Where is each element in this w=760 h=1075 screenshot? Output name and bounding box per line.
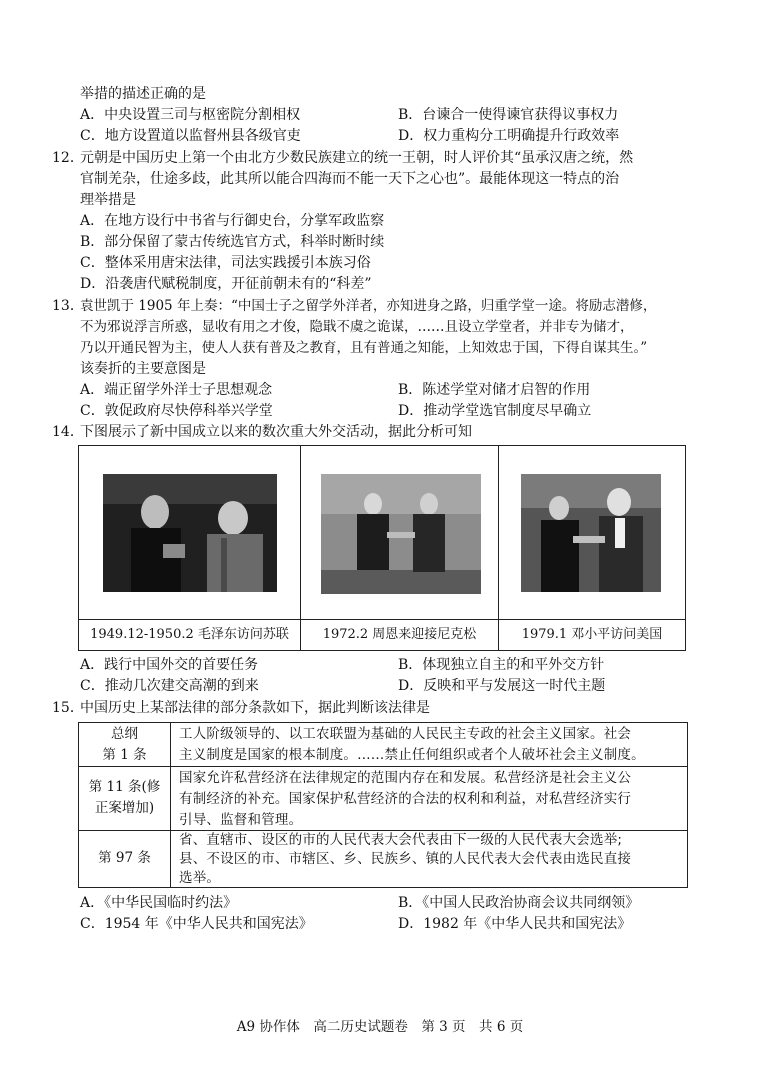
law-row-3-head <box>79 831 171 887</box>
photo-caption-3: 1979.1 邓小平访问美国 <box>521 627 663 642</box>
q14-photo-table <box>78 445 686 651</box>
law-row-2-head-line-2: 正案增加) <box>94 800 155 816</box>
q13-stem-line-3: 乃以开通民智为主，使人人获有普及之教育，且有普通之知能，上知效忠于国，下得自谋其生。” <box>80 340 648 356</box>
photo-mao-stalin <box>103 474 277 592</box>
law-row-2-body-line-2: 有制经济的补充。国家保护私营经济的合法的权利和利益，对私营经济实行 <box>179 791 632 807</box>
q11-option-c[interactable]: C．地方设置道以监督州县各级官吏 <box>80 128 301 144</box>
q13-stem-line-4: 该奏折的主要意图是 <box>80 361 206 377</box>
q11-option-b[interactable]: B．台谏合一使得谏官获得议事权力 <box>398 107 619 123</box>
photo-caption-2: 1972.2 周恩来迎接尼克松 <box>301 620 499 650</box>
q13-number: 13． <box>52 298 84 314</box>
q15-option-b[interactable]: B．《中国人民政治协商会议共同纲领》 <box>398 895 640 911</box>
law-row-2-body-line-1: 国家允许私营经济在法律规定的范围内存在和发展。私营经济是社会主义公 <box>179 770 632 786</box>
q12-option-c[interactable]: C．整体采用唐宋法律，司法实践援引本族习俗 <box>80 255 371 271</box>
photo-zhou-nixon <box>321 474 481 594</box>
law-row-1-head-line-1: 总纲 <box>111 726 138 742</box>
q15-stem: 中国历史上某部法律的部分条款如下，据此判断该法律是 <box>80 700 430 716</box>
law-row-3-body-line-2: 县、不设区的市、市辖区、乡、民族乡、镇的人民代表大会代表由选民直接 <box>179 851 632 867</box>
law-row-1-body-line-2: 主义制度是国家的根本制度。……禁止任何组织或者个人破坏社会主义制度。 <box>179 747 645 763</box>
q15-number: 15． <box>52 700 84 716</box>
q13-option-d[interactable]: D．推动学堂选官制度尽早确立 <box>398 403 592 419</box>
law-row-3-body-line-1: 省、直辖市、设区的市的人民代表大会代表由下一级的人民代表大会选举; <box>179 832 623 848</box>
photo-mao-stalin-image <box>103 474 277 592</box>
law-row-2-body-line-3: 引导、监督和管理。 <box>179 812 303 828</box>
q14-option-a[interactable]: A．践行中国外交的首要任务 <box>80 657 259 673</box>
law-row-2-head-line-1: 第 11 条(修 <box>88 779 161 795</box>
q15-option-a[interactable]: A．《中华民国临时约法》 <box>80 895 238 911</box>
q14-option-d[interactable]: D．反映和平与发展这一时代主题 <box>398 678 606 694</box>
q14-number: 14． <box>52 424 84 440</box>
q11-option-d[interactable]: D．权力重构分工明确提升行政效率 <box>398 128 620 144</box>
q12-stem-line-1: 元朝是中国历史上第一个由北方少数民族建立的统一王朝，时人评价其“虽承汉唐之统，然 <box>80 150 634 166</box>
q15-option-c[interactable]: C．1954 年《中华人民共和国宪法》 <box>80 916 313 932</box>
q12-option-d[interactable]: D．沿袭唐代赋税制度，开征前朝未有的“科差” <box>80 276 372 292</box>
law-row-3-head-line-1: 第 97 条 <box>98 850 151 866</box>
photo-caption-1: 1949.12-1950.2 毛泽东访问苏联 <box>79 620 301 650</box>
q14-option-c[interactable]: C．推动几次建交高潮的到来 <box>80 678 259 694</box>
law-row-1-head-line-2: 第 1 条 <box>102 747 147 763</box>
law-row-3 <box>79 831 687 887</box>
law-row-2-body <box>179 768 681 831</box>
law-row-3-body <box>179 831 681 888</box>
q11-option-a[interactable]: A．中央设置三司与枢密院分割相权 <box>80 107 301 123</box>
law-row-2-head <box>79 767 171 830</box>
law-row-1-body-line-1: 工人阶级领导的、以工农联盟为基础的人民民主专政的社会主义国家。社会 <box>179 726 632 742</box>
photo-deng-carter-image <box>521 474 661 592</box>
q14-stem: 下图展示了新中国成立以来的数次重大外交活动，据此分析可知 <box>80 424 472 440</box>
q12-option-b[interactable]: B．部分保留了蒙古传统选官方式，科举时断时续 <box>80 234 385 250</box>
q14-option-b[interactable]: B．体现独立自主的和平外交方针 <box>398 657 605 673</box>
q14-caption-row <box>79 619 685 650</box>
law-row-1-head <box>79 723 171 766</box>
q13-option-c[interactable]: C．敦促政府尽快停科举兴学堂 <box>80 403 273 419</box>
law-row-1 <box>79 723 687 767</box>
q11-stem: 举措的描述正确的是 <box>80 86 206 102</box>
q12-number: 12． <box>52 150 84 166</box>
q12-stem-line-2: 官制羌杂，仕途多歧，此其所以能合四海而不能一天下之心也”。最能体现这一特点的治 <box>80 171 620 187</box>
q15-option-d[interactable]: D．1982 年《中华人民共和国宪法》 <box>398 916 632 932</box>
q13-option-a[interactable]: A．端正留学外洋士子思想观念 <box>80 382 273 398</box>
photo-zhou-nixon-image <box>321 474 481 594</box>
q15-law-table <box>78 722 688 888</box>
law-row-3-body-line-3: 选举。 <box>179 870 221 886</box>
page-footer: A9 协作体 高二历史试题卷 第 3 页 共 6 页 <box>236 1019 524 1035</box>
q12-stem-line-3: 理举措是 <box>80 192 136 208</box>
q13-stem-line-2: 不为邪说浮言所惑，显收有用之才俊，隐戢不虞之诡谋，……且设立学堂者，并非专为储才， <box>80 319 634 335</box>
law-row-2 <box>79 767 687 831</box>
q13-option-b[interactable]: B．陈述学堂对储才启智的作用 <box>398 382 591 398</box>
q13-stem-line-1: 袁世凯于 1905 年上奏：“中国士子之留学外洋者，亦知进身之路，归重学堂一途。将励志潜修， <box>80 298 657 314</box>
photo-deng-carter <box>521 474 661 592</box>
q12-option-a[interactable]: A．在地方设行中书省与行御史台，分掌军政监察 <box>80 213 385 229</box>
law-row-1-body <box>179 724 681 766</box>
